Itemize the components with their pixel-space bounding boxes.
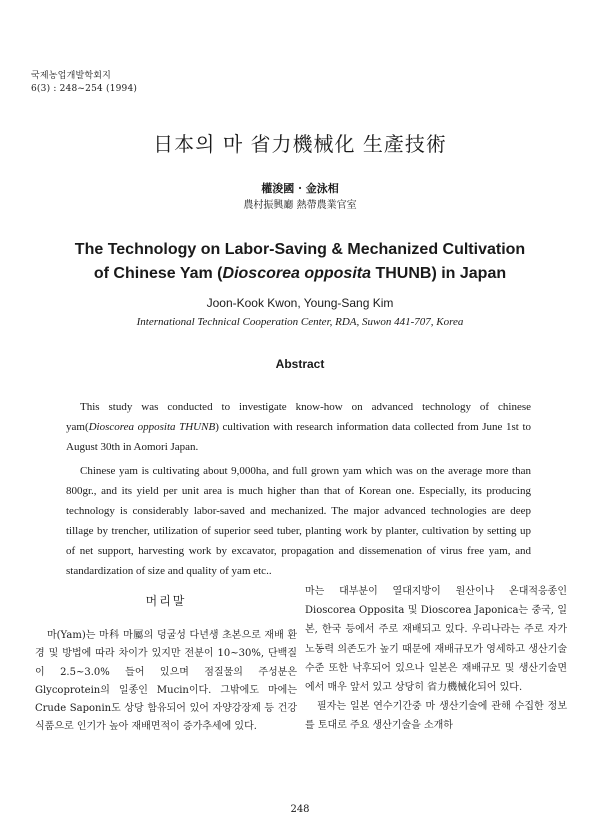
english-title-line1: The Technology on Labor-Saving & Mechanized Cultivation — [74, 241, 526, 258]
abstract-p1-start: This study was conducted to investigate know-how on advanced technology of chinese yam( — [66, 401, 531, 433]
korean-authors: 權浚國 · 金泳相 — [261, 182, 339, 195]
abstract-p1-species: Dioscorea opposita THUNB — [88, 421, 216, 433]
korean-title: 日本의 마 省力機械化 生產技術 — [153, 132, 447, 156]
page-number: 248 — [290, 804, 310, 815]
intro-right-paragraph-2: 필자는 일본 연수기간중 마 생산기술에 관해 수집한 정보를 토대로 주요 생산기술을 소개하 — [305, 701, 567, 732]
english-title-line2-post: THUNB) in Japan — [371, 265, 507, 282]
english-title-line2-pre: of Chinese Yam ( — [93, 265, 223, 282]
abstract-p1-end: ) cultivation with research information data collected from June 1st to August 30th in Aomori Japan. — [66, 421, 531, 453]
intro-heading: 머리말 — [145, 594, 187, 608]
abstract-paragraph-2: Chinese yam is cultivating about 9,000ha, and full grown yam which was on the average more than 800gr., and its yield per unit area is much higher than that of Korean one. Especially, its producing technology is considerably labor-saved and mechanized. The major advanced technologies are deep tillage by trencher, utilization of superior seed tuber, planting work by planter, cultivation by setting up of net support, harvesting work by excavator, propagation and dissemenation of virus free yam, and standardization of size and quality of yam etc.. — [66, 465, 531, 577]
journal-name: 국제농업개발학회지 — [31, 71, 112, 81]
abstract-body — [66, 397, 531, 585]
intro-right-column — [305, 582, 567, 736]
english-title-line2 — [40, 262, 560, 286]
journal-volume: 6(3) : 248~254 (1994) — [31, 84, 138, 94]
journal-header — [31, 70, 137, 96]
intro-left-paragraph: 마(Yam)는 마科 마屬의 덩굴성 다년생 초본으로 재배 환경 및 방법에 따라 차이가 있지만 전분이 10~30%, 단백질이 2.5~3.0% 들어 있으며 점질물의 주성분은 Glycoprotein의 일종인 Mucin이다. 그밖에도 마에는 Crude Saponin도 상당 함유되어 있어 자양강장제 등 건강식품으로 인기가 높아 재배면적이 증가추세에 있다. — [35, 630, 297, 733]
english-affiliation: International Technical Cooperation Center, RDA, Suwon 441-707, Korea — [136, 316, 464, 328]
english-title — [40, 238, 560, 286]
species-name: Dioscorea opposita — [222, 265, 371, 282]
abstract-paragraph-1 — [66, 397, 531, 457]
intro-right-paragraph-1: 마는 대부분이 열대지방이 원산이나 온대적응종인 Dioscorea Opposita 및 Dioscorea Japonica는 중국, 일본, 한국 등에서 주로 재배되고 있다. 우리나라는 주로 자가노동력 의존도가 높기 때문에 재배규모가 영세하고 생산기술수준 또한 낙후되어 있으나 일본은 재배규모 및 생산기술면에서 매우 앞서 있고 상당히 省力機械化되어 있다. — [305, 586, 567, 694]
english-authors: Joon-Kook Kwon, Young-Sang Kim — [206, 296, 394, 310]
abstract-heading: Abstract — [275, 357, 325, 371]
korean-affiliation: 農村振興廳 熱帶農業官室 — [243, 200, 357, 211]
intro-left-column — [35, 592, 297, 737]
